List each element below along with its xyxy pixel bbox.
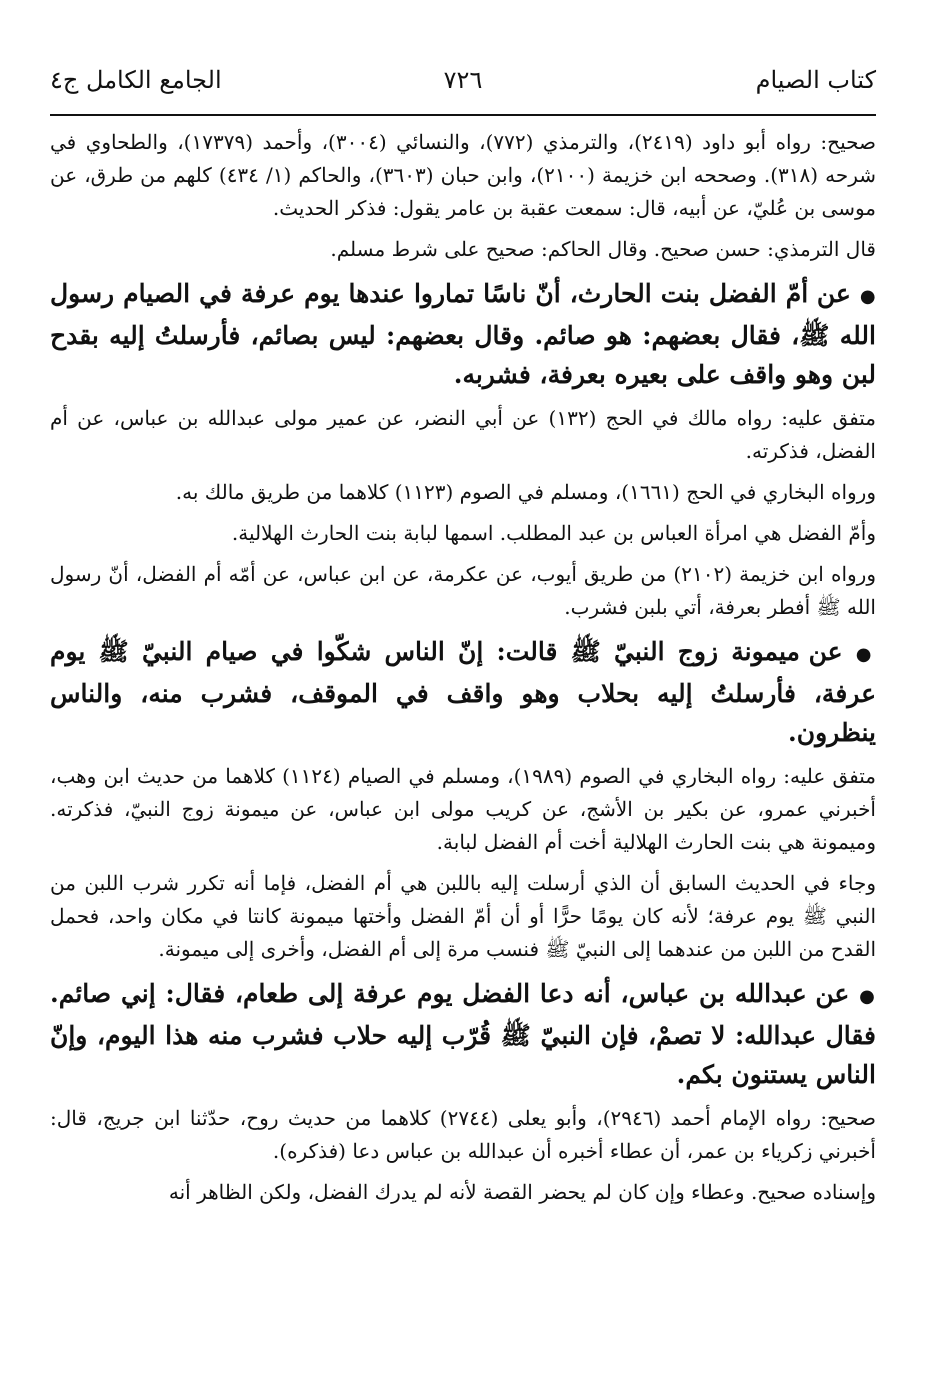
takhrij-note: وإسناده صحيح. وعطاء وإن كان لم يحضر القصة لأنه لم يدرك الفضل، ولكن الظاهر أنه xyxy=(168,1180,876,1204)
takhrij-note: صحيح: رواه الإمام أحمد (٢٩٤٦)، وأبو يعلى (٢٧٤٤) كلاهما من حديث روح، حدّثنا ابن جريج، قال: أخبرني زكرياء بن عمر، أن عطاء أخبره أن عبدالله بن عباس دعا (فذكره). xyxy=(50,1106,876,1163)
volume-label: الجامع الكامل ج٤ xyxy=(50,66,222,94)
page-number: ٧٢٦ xyxy=(443,66,483,94)
takhrij-note: وجاء في الحديث السابق أن الذي أرسلت إليه باللبن هي أم الفضل، فإما أنه تكرر شرب اللبن من النبي ﷺ يوم عرفة؛ لأنه كان يومًا حرًّا أو أن أمّ الفضل وأختها ميمونة كانتا في مكان واحد، فحمل القدح من اللبن من عندهما إلى النبيّ ﷺ فنسب مرة إلى أم الفضل، وأخرى إلى ميمونة. xyxy=(50,871,876,961)
page-body xyxy=(50,126,876,1217)
takhrij-note: قال الترمذي: حسن صحيح. وقال الحاكم: صحيح على شرط مسلم. xyxy=(330,237,876,261)
bullet-icon: ● xyxy=(859,286,876,307)
book-title: كتاب الصيام xyxy=(755,66,876,94)
takhrij-note: وأمّ الفضل هي امرأة العباس بن عبد المطلب. اسمها لبابة بنت الحارث الهلالية. xyxy=(231,521,876,545)
page-header xyxy=(50,66,876,106)
header-divider xyxy=(50,114,876,116)
takhrij-note: متفق عليه: رواه مالك في الحج (١٣٢) عن أبي النضر، عن عمير مولى عبدالله بن عباس، عن أم الفضل، فذكرته. xyxy=(50,406,876,463)
takhrij-note: صحيح: رواه أبو داود (٢٤١٩)، والترمذي (٧٧٢)، والنسائي (٣٠٠٤)، وأحمد (١٧٣٧٩)، والطحاوي في شرحه (٣١٨). وصححه ابن خزيمة (٢١٠٠)، وابن حبان (٣٦٠٣)، والحاكم (١/ ٤٣٤) كلهم من طرق، عن موسى بن عُليّ، عن أبيه، قال: سمعت عقبة بن عامر يقول: فذكر الحديث. xyxy=(50,130,876,220)
bullet-icon: ● xyxy=(855,644,876,665)
bullet-icon: ● xyxy=(859,986,876,1007)
hadith-text: ● عن أمّ الفضل بنت الحارث، أنّ ناسًا تماروا عندها يوم عرفة في الصيام رسول الله ﷺ، فقال بعضهم: هو صائم. وقال بعضهم: ليس بصائم، فأرسلتُ إليه بقدح لبن وهو واقف على بعيره بعرفة، فشربه. xyxy=(50,279,876,389)
hadith-text: ● عن ميمونة زوج النبيّ ﷺ قالت: إنّ الناس شكّوا في صيام النبيّ ﷺ يوم عرفة، فأرسلتُ إليه بحلاب وهو واقف في الموقف، فشرب منه، والناس ينظرون. xyxy=(50,637,876,747)
takhrij-note: متفق عليه: رواه البخاري في الصوم (١٩٨٩)، ومسلم في الصيام (١١٢٤) كلاهما من حديث ابن وهب، أخبرني عمرو، عن بكير بن الأشج، عن كريب مولى ابن عباس، عن ميمونة زوج النبيّ، فذكرته. وميمونة هي بنت الحارث الهلالية أخت أم الفضل لبابة. xyxy=(50,764,877,854)
hadith-text: ● عن عبدالله بن عباس، أنه دعا الفضل يوم عرفة إلى طعام، فقال: إني صائم. فقال عبدالله: لا تصمْ، فإن النبيّ ﷺ قُرّب إليه حلاب فشرب منه هذا اليوم، وإنّ الناس يستنون بكم. xyxy=(50,979,876,1089)
takhrij-note: ورواه ابن خزيمة (٢١٠٢) من طريق أيوب، عن عكرمة، عن ابن عباس، عن أمّه أم الفضل، أنّ رسول الله ﷺ أفطر بعرفة، أتي بلبن فشرب. xyxy=(50,562,877,619)
takhrij-note: ورواه البخاري في الحج (١٦٦١)، ومسلم في الصوم (١١٢٣) كلاهما من طريق مالك به. xyxy=(175,480,876,504)
